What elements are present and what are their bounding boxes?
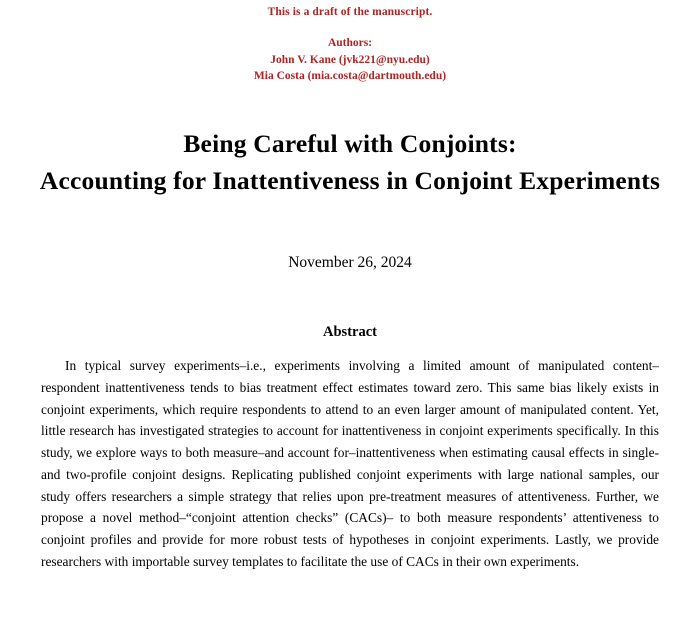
abstract-body: [41, 355, 659, 572]
author-line-1: John V. Kane (jvk221@nyu.edu): [270, 53, 430, 66]
abstract-heading: Abstract: [323, 324, 377, 341]
page-title: [14, 127, 686, 197]
publication-date: November 26, 2024: [288, 254, 412, 272]
paper-page: [0, 6, 700, 635]
abstract-text: In typical survey experiments–i.e., experiments involving a limited amount of manipulated content–respondent inattentiveness tends to bias treatment effect estimates toward zero. This same bias likely exists in conjoint experiments, which require respondents to attend to an even larger amount of manipulated content. Yet, little research has investigated strategies to account for inattentiveness in conjoint experiments specifically. In this study, we explore ways to both measure–and account for–inattentiveness when estimating causal effects in single- and two-profile conjoint designs. Replicating published conjoint experiments with large national samples, our study offers researchers a simple strategy that relies upon pre-treatment measures of attentiveness. Further, we propose a novel method–“conjoint attention checks” (CACs)– to both measure respondents’ attentiveness to conjoint profiles and provide for more robust tests of hypotheses in conjoint experiments. Lastly, we provide researchers with importable survey templates to facilitate the use of CACs in their own experiments.: [41, 358, 659, 569]
authors-heading: Authors:: [327, 37, 373, 49]
author-line-2: Mia Costa (mia.costa@dartmouth.edu): [253, 70, 447, 83]
authors-block: [14, 35, 686, 85]
title-line-2: Accounting for Inattentiveness in Conjoint Experiments: [39, 166, 661, 196]
draft-notice: This is a draft of the manuscript.: [267, 6, 433, 18]
title-line-1: Being Careful with Conjoints:: [183, 129, 517, 159]
